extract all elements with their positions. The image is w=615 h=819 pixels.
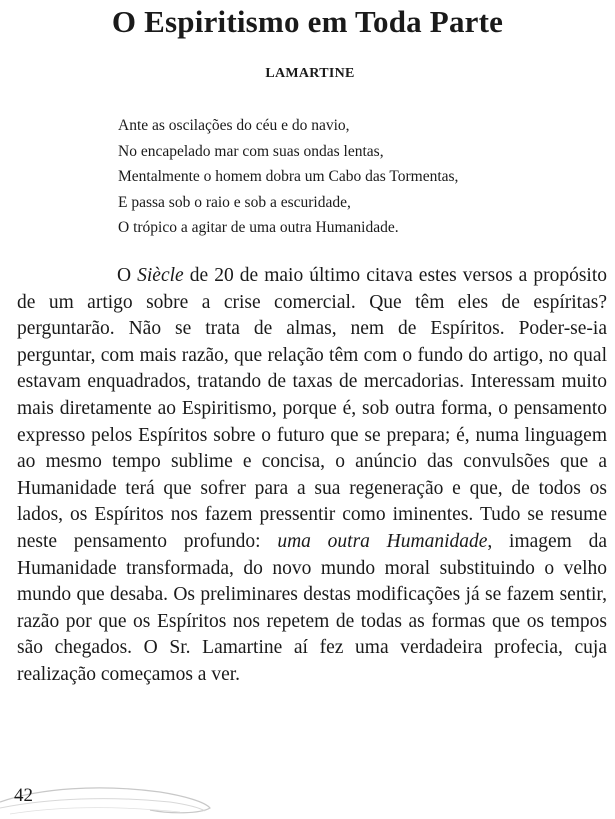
poem-line: No encapelado mar com suas ondas lentas, bbox=[118, 142, 384, 160]
poem-line: O trópico a agitar de uma outra Humanidade. bbox=[118, 219, 399, 236]
poem-line: Mentalmente o homem dobra um Cabo das Tormentas, bbox=[118, 168, 459, 185]
author-heading: LAMARTINE bbox=[265, 66, 355, 81]
page-title: O Espiritismo em Toda Parte bbox=[111, 4, 504, 39]
poem-line: E passa sob o raio e sob a escuridade, bbox=[118, 193, 351, 211]
paragraph-text-middle: de 20 de maio último citava estes versos a propósito de um artigo sobre a crise comercial. Que têm eles de espíritas? perguntarão. Não se trata de almas, nem de Espíritos. Poder-se-ia perguntar, com mais razão, que relação têm com o fundo do artigo, no qual estavam enquadrados, tratando de taxas de mercadorias. Interessam muito mais diretamente ao Espiritismo, porque é, sob outra forma, o pensamento expresso pelos Espíritos sobre o futuro que se prepara; é, numa linguagem ao mesmo tempo sublime e concisa, o anúncio das convulsões que a Humanidade terá que sofrer para a sua regeneração e que, de todos os lados, os Espíritos nos fazem pressentir como iminentes. Tudo se resume neste pensamento profundo: bbox=[17, 265, 607, 552]
paragraph-text-start: O bbox=[117, 265, 138, 286]
poem-line: Ante as oscilações do céu e do navio, bbox=[118, 117, 350, 134]
newspaper-name: Siècle bbox=[137, 265, 184, 286]
page-number: 42 bbox=[14, 785, 33, 806]
poem-stanza bbox=[118, 113, 458, 241]
decorative-flourish-icon bbox=[0, 770, 240, 819]
paragraph-text-end: , imagem da Humanidade transformada, do novo mundo moral substituindo o velho mundo que desaba. Os preliminares destas modificações já se fazem sentir, razão por que os Espíritos nos repetem de todas as formas que os tempos são chegados. O Sr. Lamartine aí fez uma verdadeira profecia, cuja realização começamos a ver. bbox=[17, 530, 608, 685]
article-paragraph bbox=[17, 263, 607, 689]
quoted-phrase: uma outra Humanidade bbox=[277, 530, 488, 552]
